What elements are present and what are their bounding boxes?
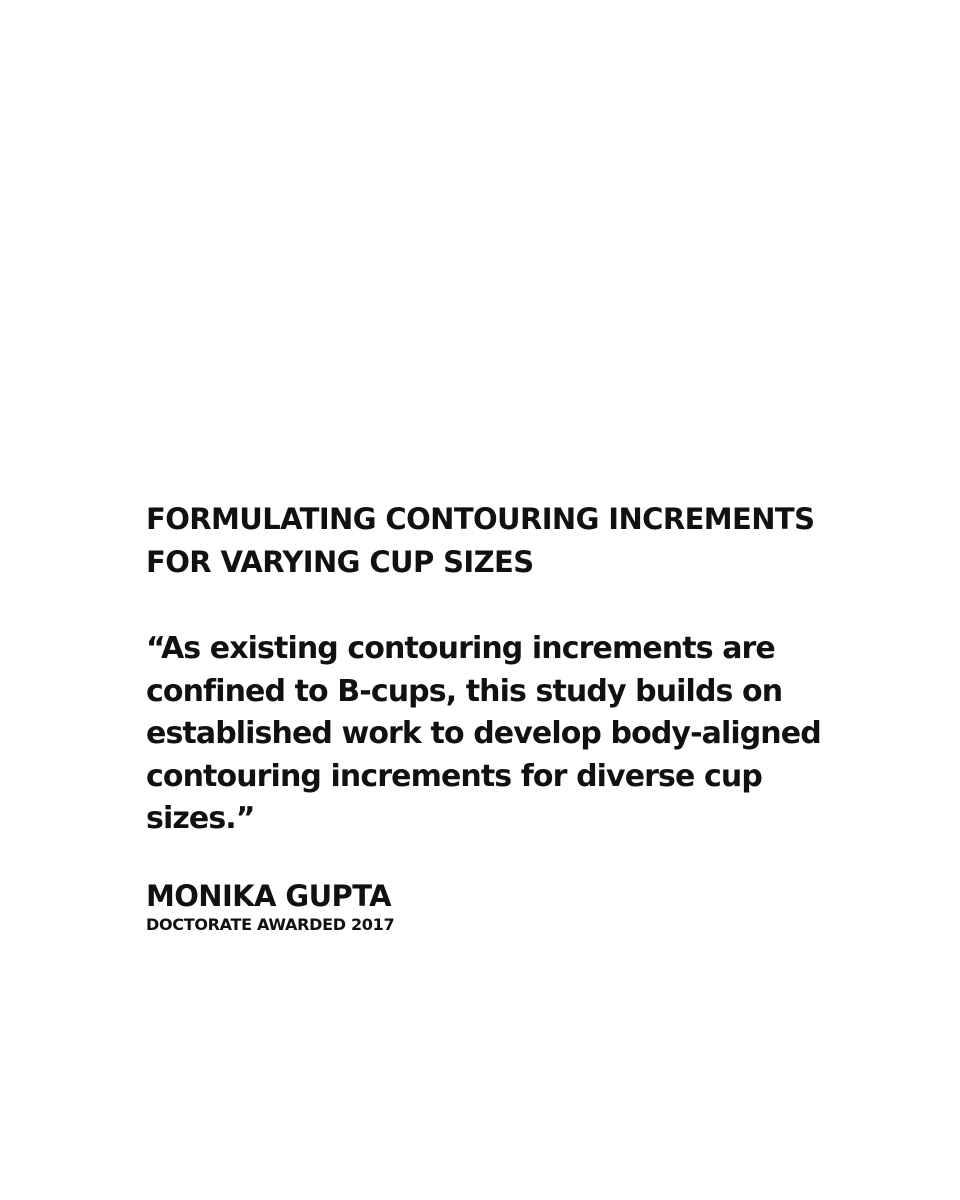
quote-line: sizes.” (146, 801, 255, 836)
author-credential: DOCTORATE AWARDED 2017 (146, 914, 395, 934)
quote-line: confined to B-cups, this study builds on (146, 673, 783, 709)
quote-line: established work to develop body-aligned (146, 716, 821, 751)
page-title (146, 498, 846, 584)
title-line: FORMULATING CONTOURING INCREMENTS (146, 502, 815, 536)
research-quote (146, 628, 846, 841)
quote-line: contouring increments for diverse cup (146, 758, 762, 794)
author-name: MONIKA GUPTA (146, 878, 391, 913)
title-line: FOR VARYING CUP SIZES (146, 545, 534, 579)
quote-line: “As existing contouring increments are (146, 631, 775, 666)
quote-card (146, 498, 846, 936)
